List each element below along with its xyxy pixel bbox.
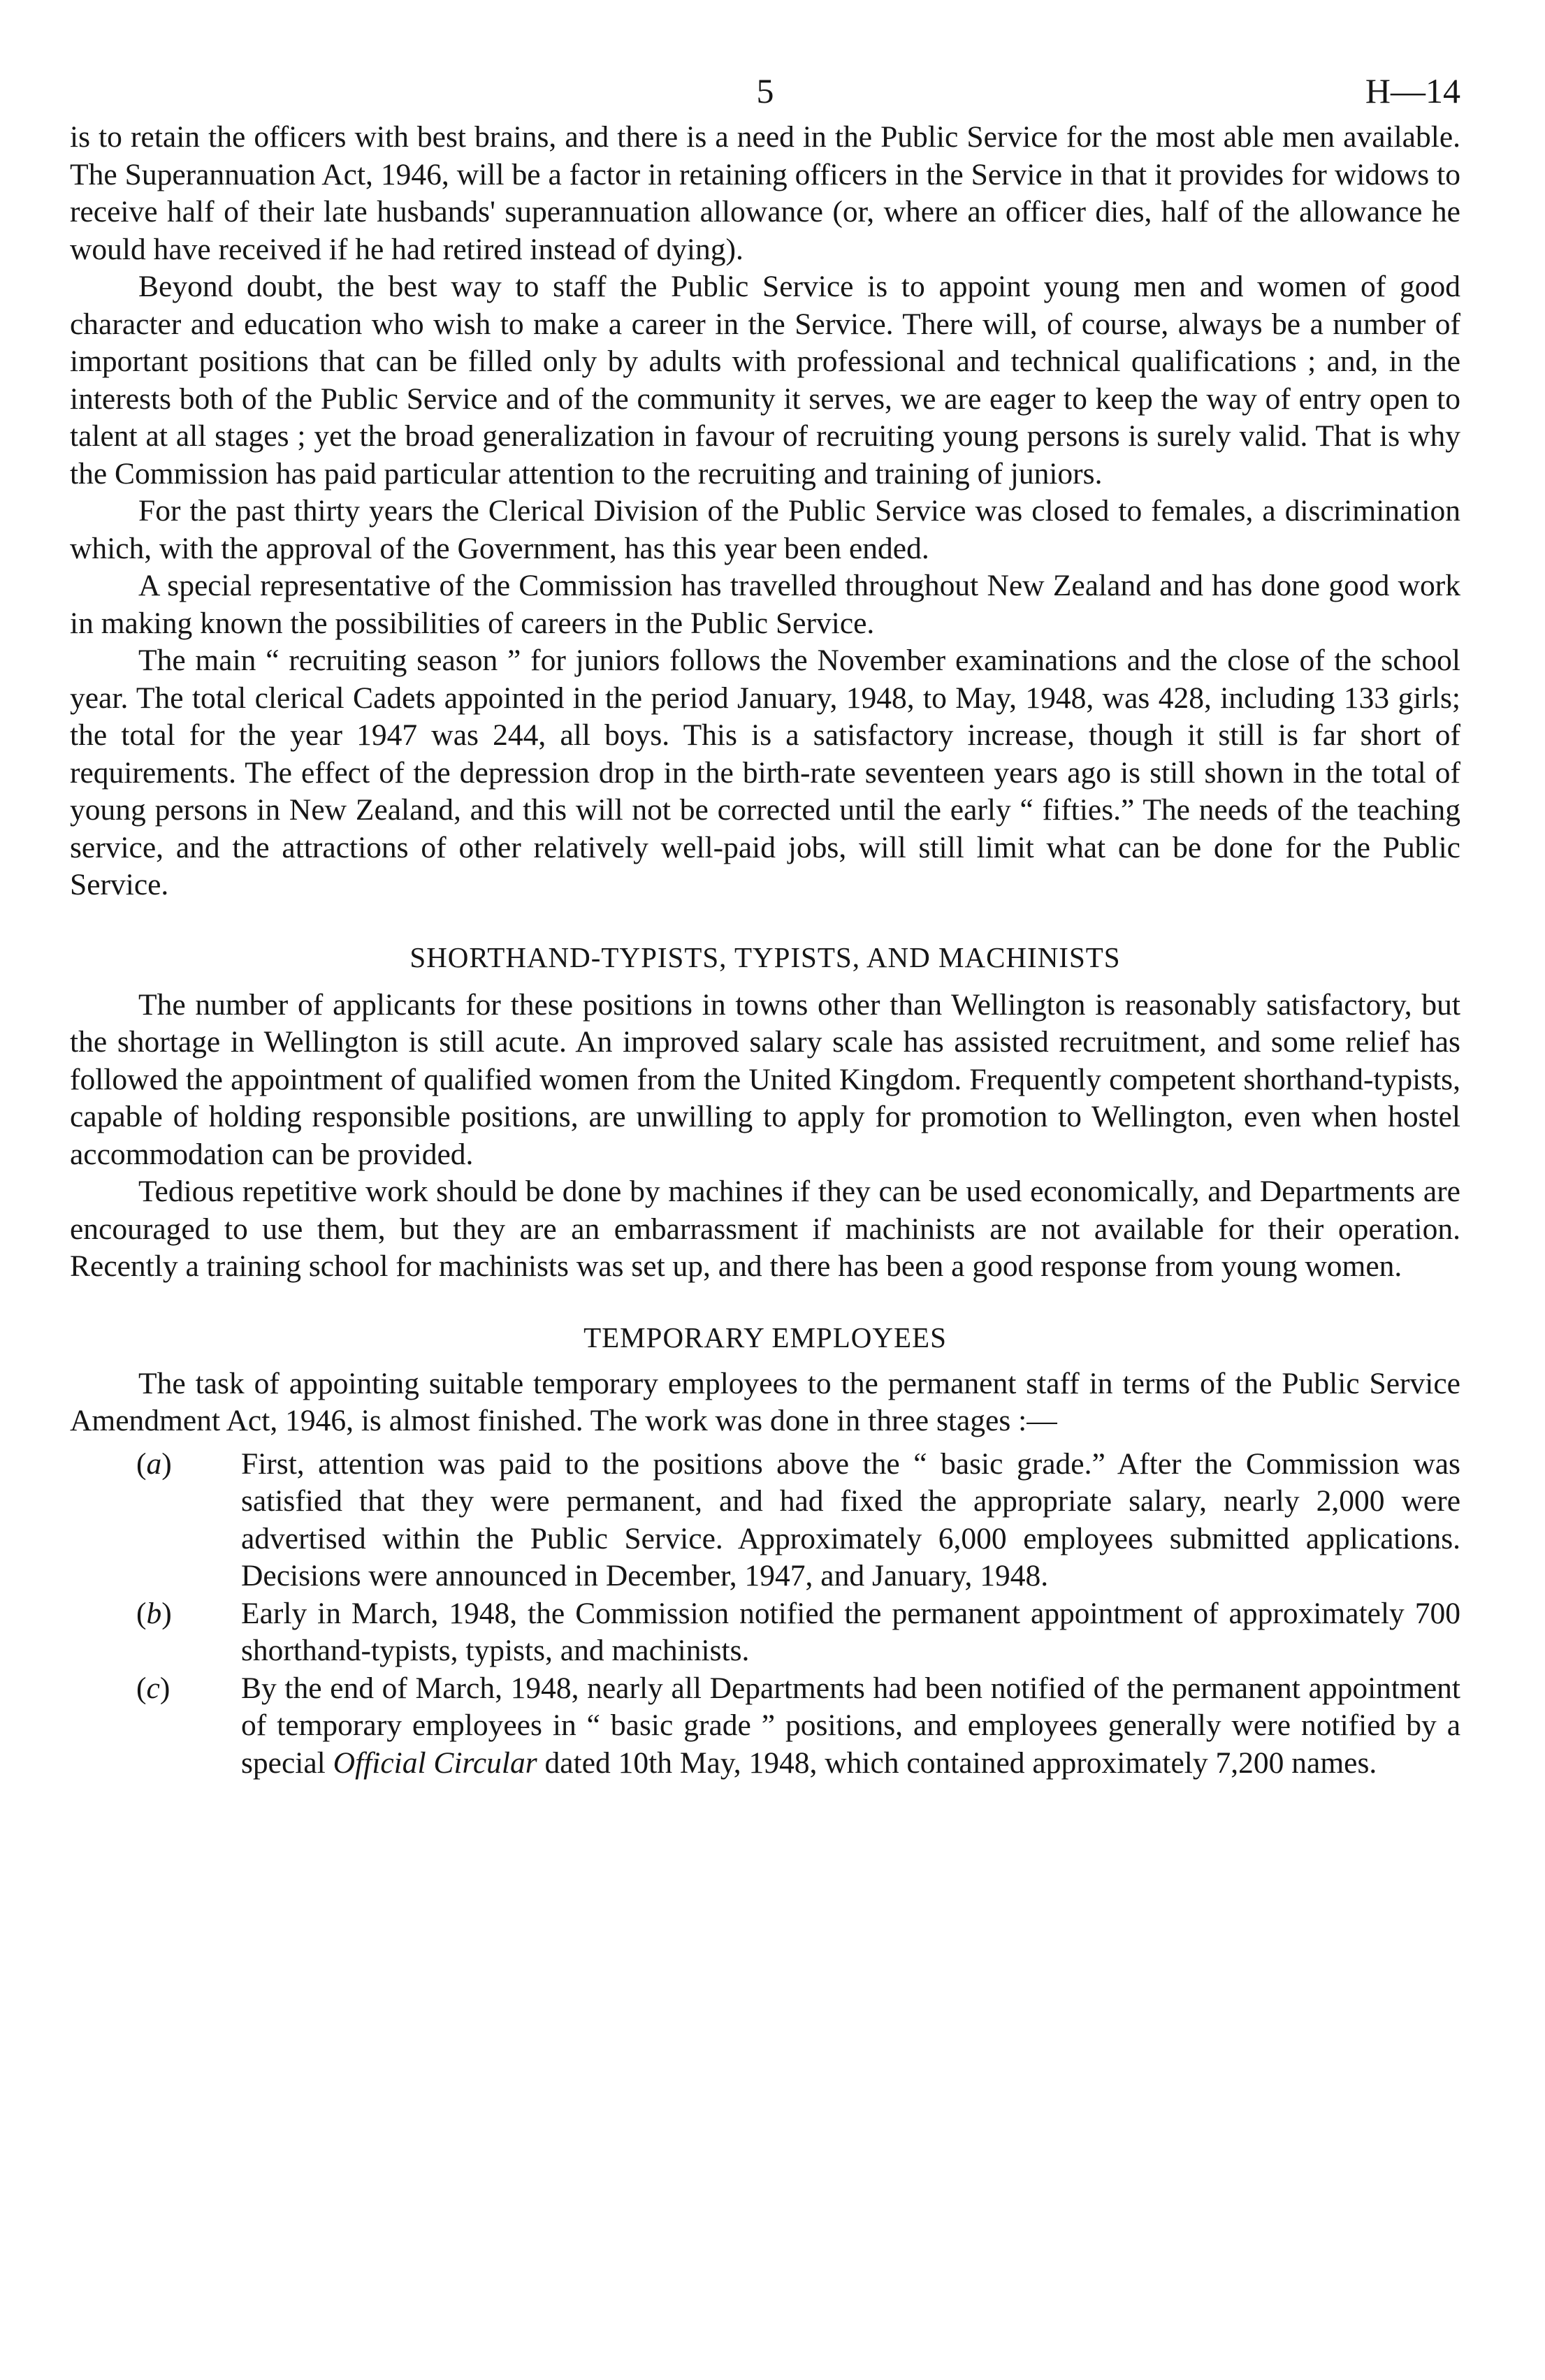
document-code: H—14 (1365, 71, 1460, 110)
document-page (70, 63, 1460, 1782)
paragraph-representative: A special representative of the Commission has travelled throughout New Zealand and has done good work in making known the possibilities of careers in the Public Service. (70, 569, 1460, 640)
section-heading-typists: SHORTHAND-TYPISTS, TYPISTS, AND MACHINISTS (409, 941, 1121, 973)
paragraph-superannuation: is to retain the officers with best brains, and there is a need in the Public Service for the most able men available. The Superannuation Act, 1946, will be a factor in retaining officers in the Service in that it provides for widows to receive half of their late husbands' superannuation allowance (or, where an officer dies, half of the allowance he would have received if he had retired instead of dying). (70, 120, 1460, 266)
stage-label: (a) (136, 1446, 172, 1481)
paragraph-clerical-division: For the past thirty years the Clerical Division of the Public Service was closed to females, a discrimination which, with the approval of the Government, has this year been ended. (70, 494, 1460, 565)
paragraph-staffing: Beyond doubt, the best way to staff the Public Service is to appoint young men and women of good character and education who wish to make a career in the Service. There will, of course, always be a number of important positions that can be filled only by adults with professional and technical qualifications ; and, in the interests both of the Public Service and of the community it serves, we are eager to keep the way of entry open to talent at all stages ; yet the broad generalization in favour of recruiting young persons is surely valid. That is why the Commission has paid particular attention to the recruiting and training of juniors. (70, 270, 1460, 491)
temporary-section (70, 1365, 1460, 1783)
paragraph-recruiting-season: The main “ recruiting season ” for juniors follows the November examinations and the close of the school year. The total clerical Cadets appointed in the period January, 1948, to May, 1948, was 428, including 133 girls; the total for the year 1947 was 244, all boys. This is a satisfactory increase, though it still is far short of requirements. The effect of the depression drop in the birth-rate seventeen years ago is still shown in the total of young persons in New Zealand, and this will not be corrected until the early “ fifties.” The needs of the teaching service, and the attractions of other relatively well-paid jobs, will still limit what can be done for the Public Service. (70, 644, 1460, 901)
stages-list (70, 1446, 1460, 1783)
page-number: 5 (756, 71, 774, 110)
official-circular-emphasis: Official Circular (333, 1746, 537, 1780)
list-item (70, 1595, 1460, 1670)
intro-section (70, 119, 1460, 904)
list-item (70, 1670, 1460, 1783)
paragraph-applicants: The number of applicants for these positions in towns other than Wellington is reasonably satisfactory, but the shortage in Wellington is still acute. An improved salary scale has assisted recruitment, and some relief has followed the appointment of qualified women from the United Kingdom. Frequently competent shorthand-typists, capable of holding responsible positions, are unwilling to apply for promotion to Wellington, even when hostel accommodation can be provided. (70, 987, 1460, 1171)
typists-section (70, 987, 1460, 1286)
list-item (70, 1446, 1460, 1595)
stage-text: First, attention was paid to the positions above the “ basic grade.” After the Commission was satisfied that they were permanent, and had fixed the appropriate salary, nearly 2,000 were advertised within the Public Service. Approximately 6,000 employees submitted applications. Decisions were announced in December, 1947, and January, 1948. (241, 1446, 1460, 1592)
stage-text: By the end of March, 1948, nearly all Departments had been notified of the permanent appointment of temporary employees in “ basic grade ” positions, and employees generally were notified by a special Official Circular dated 10th May, 1948, which contained approximately 7,200 names. (241, 1671, 1460, 1780)
running-header (70, 63, 1460, 119)
stage-label: (b) (136, 1596, 172, 1630)
paragraph-temporary-intro: The task of appointing suitable temporary employees to the permanent staff in terms of the Public Service Amendment Act, 1946, is almost finished. The work was done in three stages :— (70, 1366, 1460, 1437)
section-heading-temporary: TEMPORARY EMPLOYEES (583, 1321, 947, 1354)
stage-label: (c) (136, 1671, 171, 1705)
paragraph-machines: Tedious repetitive work should be done by machines if they can be used economically, and Departments are encouraged to use them, but they are an embarrassment if machinists are not available for their operation. Recently a training school for machinists was set up, and there has been a good response from young women. (70, 1175, 1460, 1283)
stage-text: Early in March, 1948, the Commission notified the permanent appointment of approximately 700 shorthand-typists, typists, and machinists. (241, 1596, 1460, 1667)
